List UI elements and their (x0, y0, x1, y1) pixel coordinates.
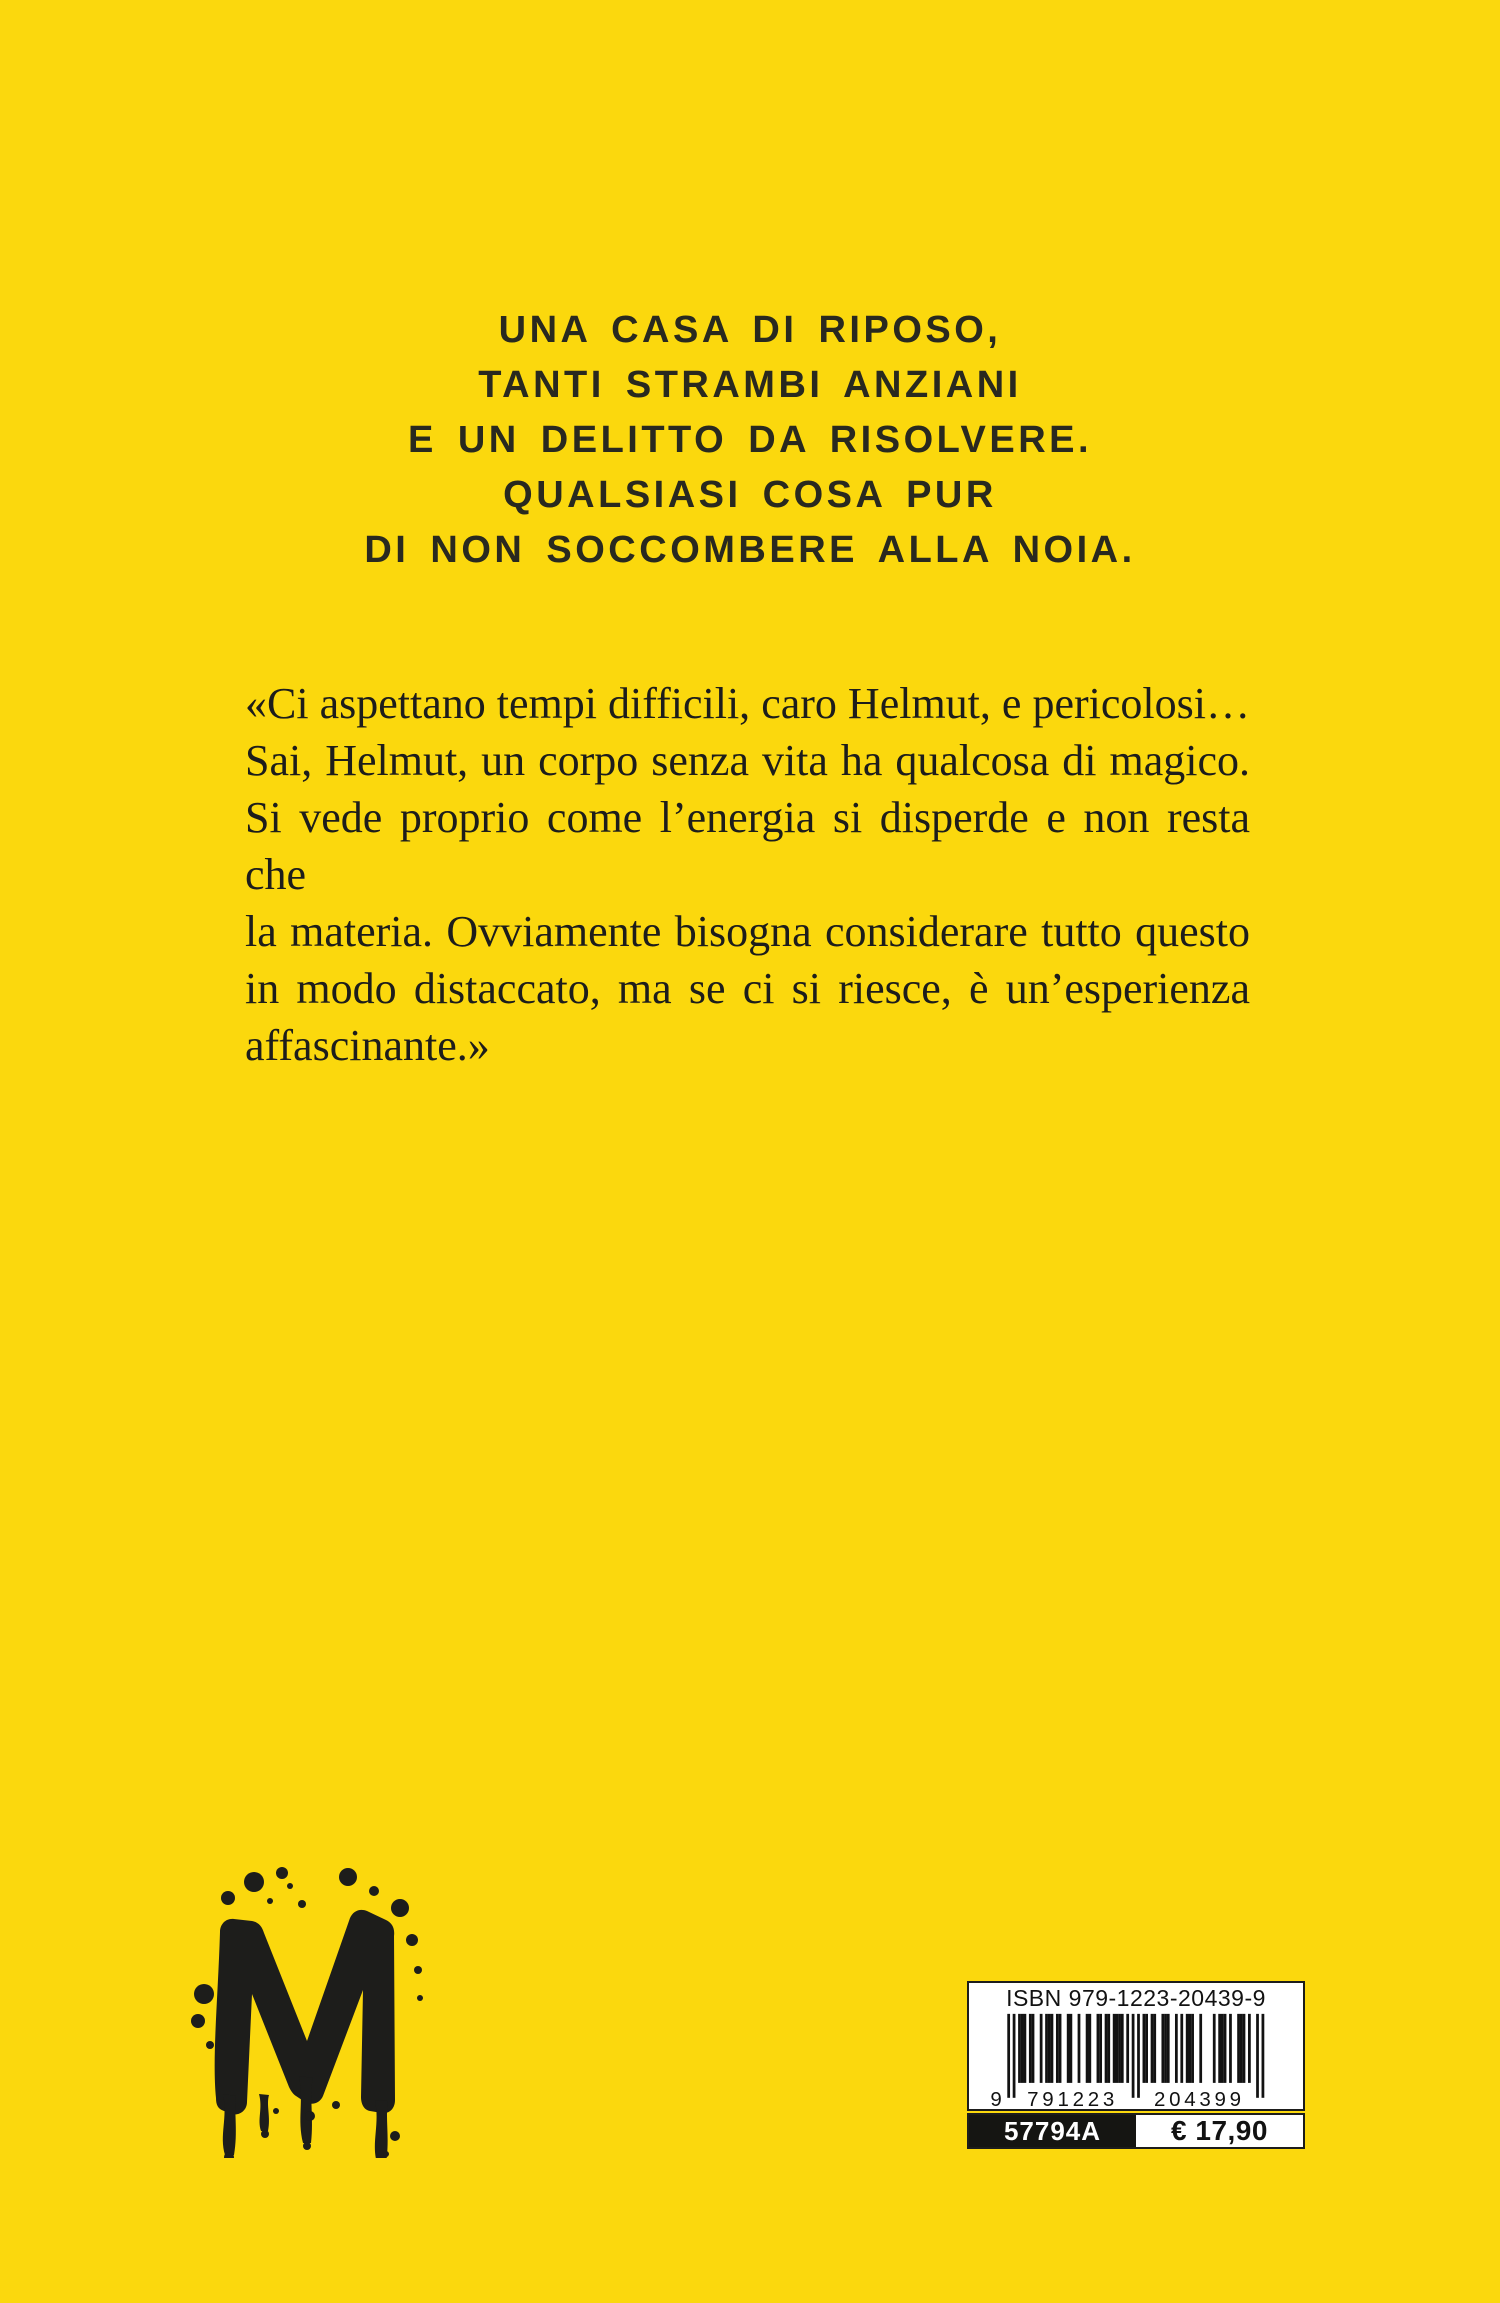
price-badge (1136, 2115, 1303, 2147)
headline-line: UNA CASA DI RIPOSO, (498, 309, 1002, 351)
quote-line: Si vede proprio come l’energia si disperde e non resta che (245, 793, 1250, 899)
headline-line: QUALSIASI COSA PUR (503, 474, 997, 516)
ean13-barcode (974, 2012, 1298, 2109)
barcode-digit-left: 9 (990, 2088, 1002, 2109)
headline-line: DI NON SOCCOMBERE ALLA NOIA. (364, 529, 1136, 571)
isbn-label: ISBN 979-1223-20439-9 (1006, 1985, 1266, 2011)
ink-drip (259, 2094, 269, 2131)
quote-line: la materia. Ovviamente bisogna considerare tutto questo (245, 907, 1250, 956)
product-code-text: 57794A (1003, 2115, 1102, 2146)
quote-line: in modo distaccato, ma se ci si riesce, è un’esperienza (245, 964, 1250, 1013)
barcode-block (967, 1981, 1305, 2111)
headline-block (0, 303, 1500, 578)
ink-drip (223, 2094, 236, 2155)
ink-drip (299, 2076, 313, 2143)
isbn-box (967, 1981, 1305, 2111)
barcode-digit-group2: 204399 (1154, 2088, 1245, 2109)
price-text: € 17,90 (1171, 2115, 1268, 2146)
quote-line: affascinante.» (245, 1021, 490, 1070)
headline-line: E UN DELITTO DA RISOLVERE. (407, 419, 1093, 461)
quote-block (245, 675, 1250, 1074)
quote-line: Sai, Helmut, un corpo senza vita ha qualcosa di magico. (245, 736, 1250, 785)
ink-splatter-m-icon (190, 1858, 425, 2158)
headline-line: TANTI STRAMBI ANZIANI (478, 364, 1022, 406)
price-row (967, 2113, 1305, 2149)
publisher-logo (190, 1858, 425, 2158)
product-code-badge (969, 2115, 1136, 2147)
quote-line: «Ci aspettano tempi difficili, caro Helmut, e pericolosi… (245, 679, 1250, 728)
barcode-digit-group1: 791223 (1027, 2088, 1118, 2109)
ink-drip (375, 2100, 388, 2158)
